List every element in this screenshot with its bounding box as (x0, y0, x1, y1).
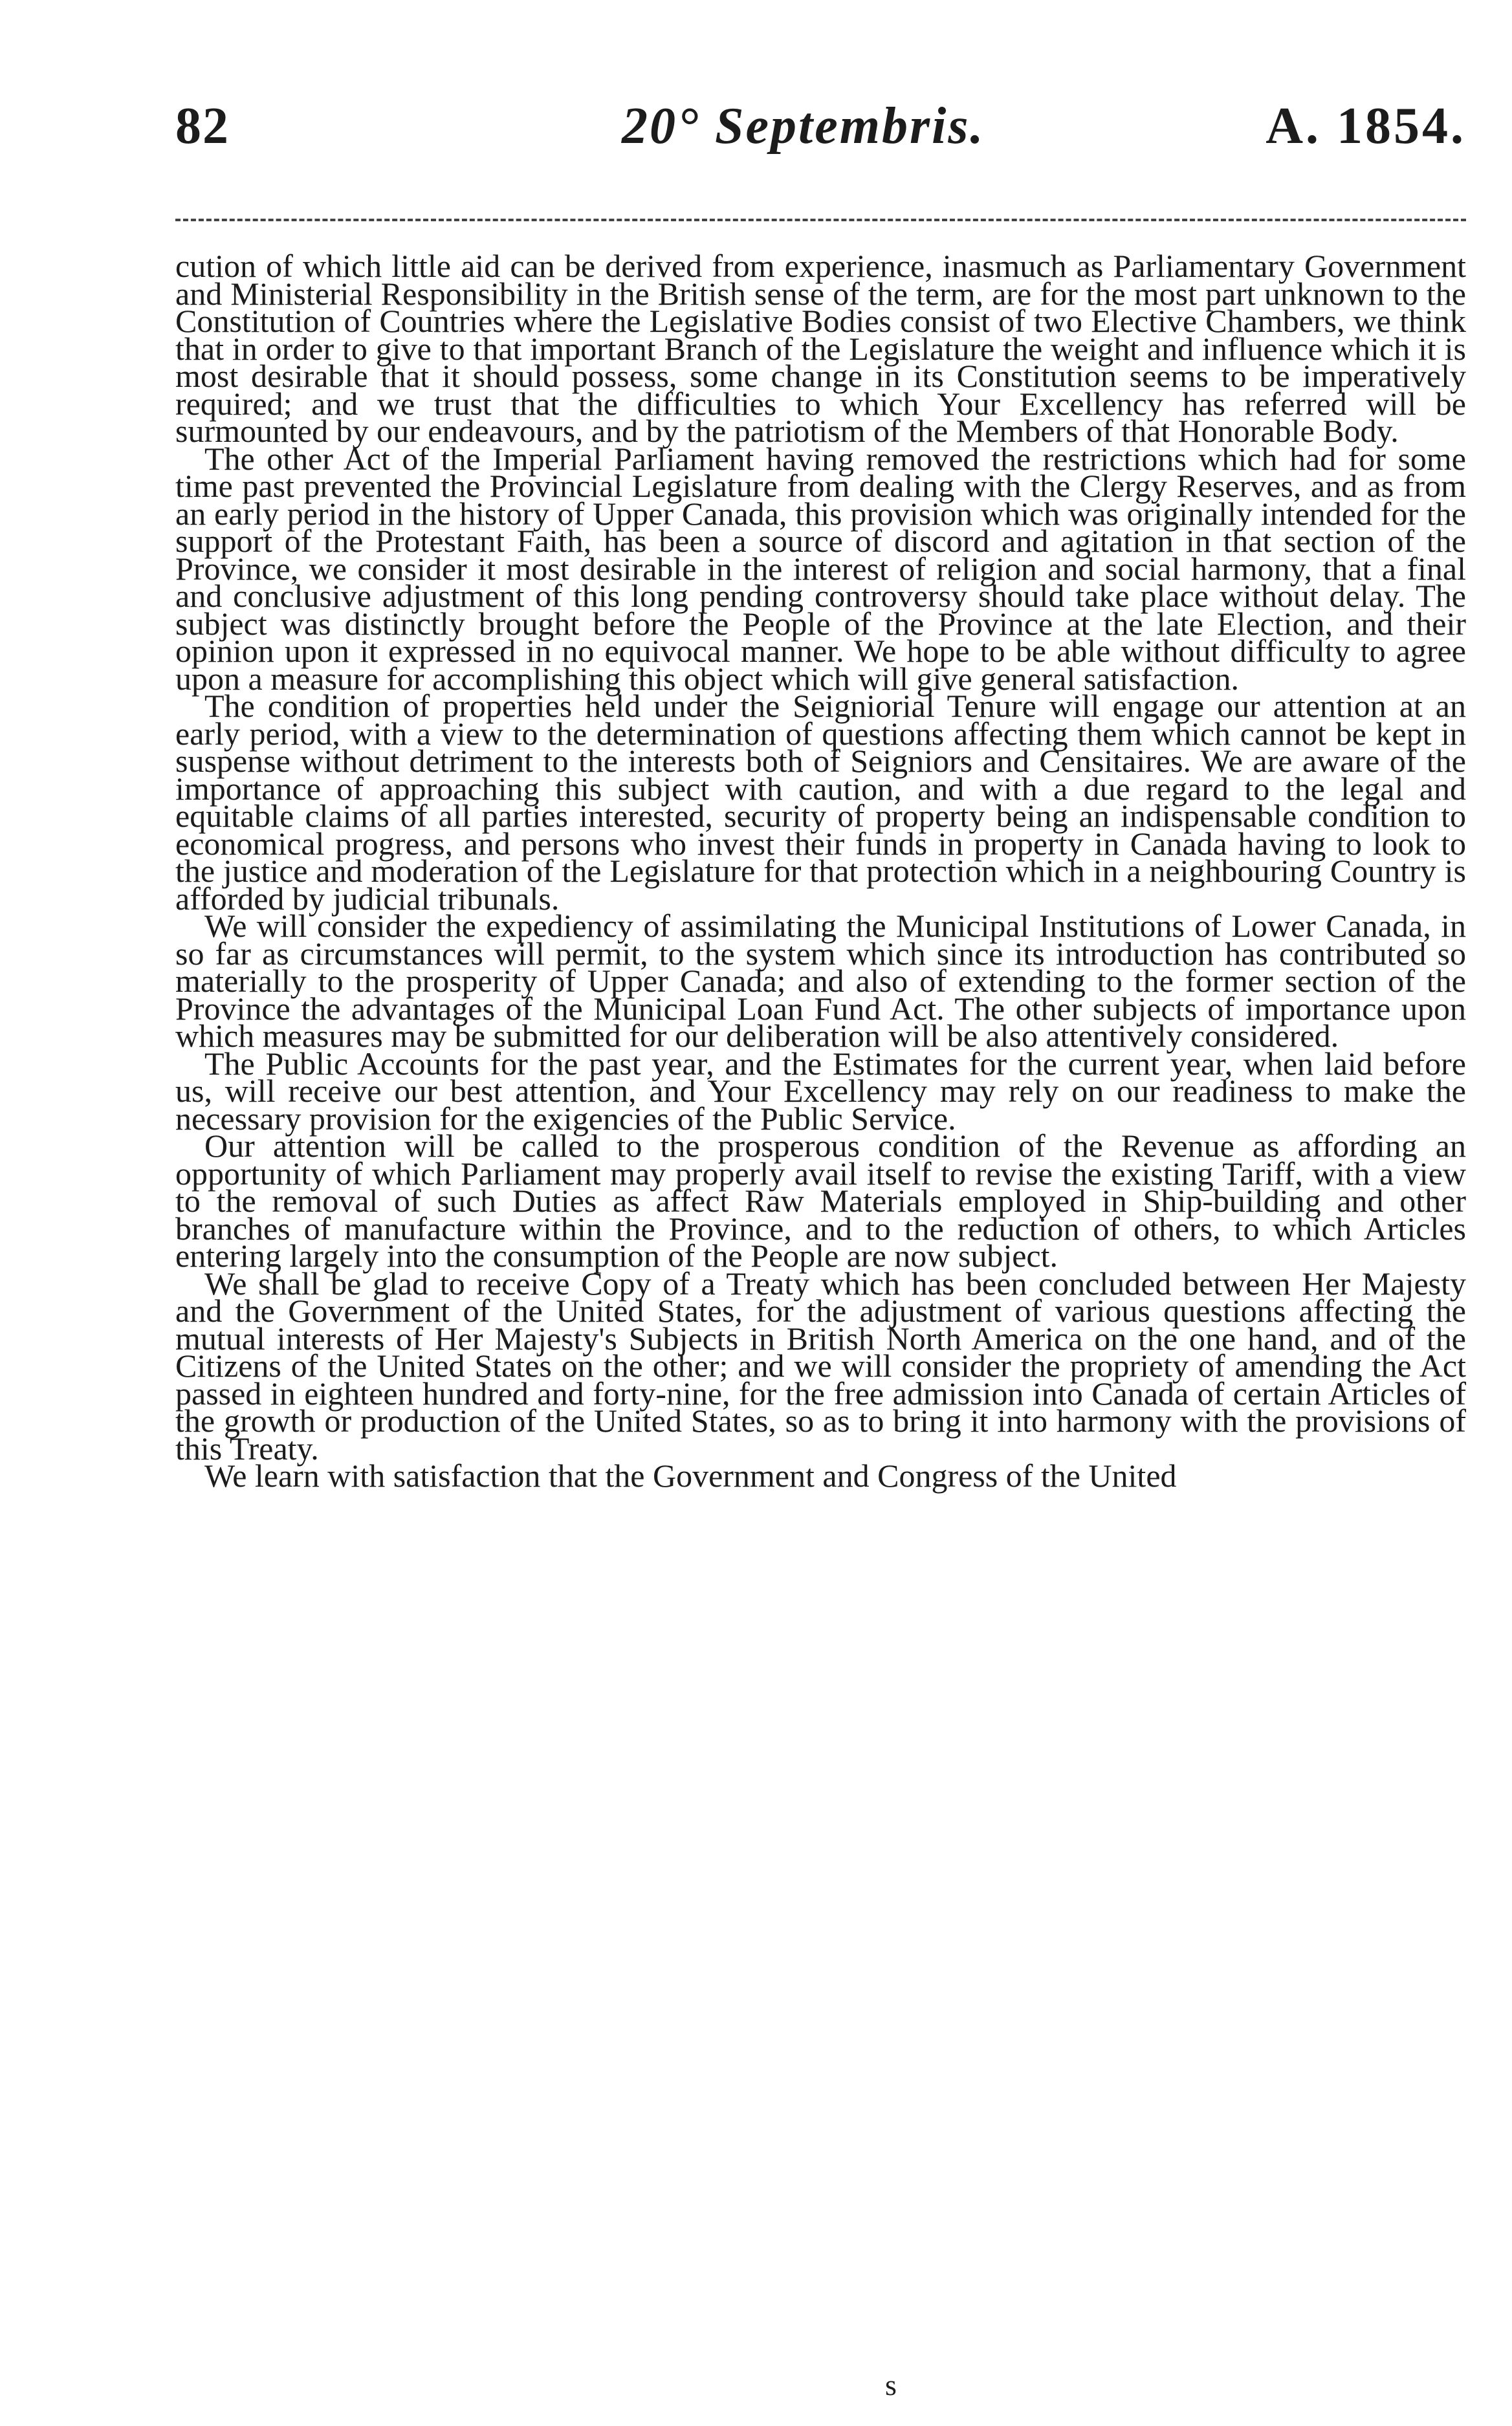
paragraph-municipal-institutions: We will consider the expediency of assimilating the Municipal Institutions of Lower Canada, in so far as circumstances will permit, to the system which since its introduction has contributed so materially to the prosperity of Upper Canada; and also of extending to the former section of the Province the advantages of the Municipal Loan Fund Act. The other subjects of importance upon which measures may be submitted for our deliberation will be also attentively considered. (175, 908, 1466, 1054)
paragraph-revenue-tariff: Our attention will be called to the prosperous condition of the Revenue as affording an opportunity of which Parliament may properly avail itself to revise the existing Tariff, with a view to the removal of such Duties as affect Raw Materials employed in Ship-building and other branches of manufacture within the Province, and to the reduction of others, to which Articles entering largely into the consumption of the People are now subject. (175, 1128, 1466, 1274)
body-text (175, 248, 1466, 1494)
paragraph-congress: We learn with satisfaction that the Government and Congress of the United (204, 1458, 1177, 1494)
page-number: 82 (175, 98, 230, 155)
paragraph-continuation: cution of which little aid can be derived from experience, inasmuch as Parliamentary Government and Ministerial Responsibility in the British sense of the term, are for the most part unknown to the Constitution of Countries where the Legislative Bodies consist of two Elective Chambers, we think that in order to give to that important Branch of the Legislature the weight and influence which it is most desirable that it should possess, some change in its Constitution seems to be imperatively required; and we trust that the difficulties to which Your Excellency has referred will be surmounted by our endeavours, and by the patriotism of the Members of that Honorable Body. (175, 248, 1466, 449)
paragraph-clergy-reserves: The other Act of the Imperial Parliament having removed the restrictions which had for some time past prevented the Provincial Legislature from dealing with the Clergy Reserves, and as from an early period in the history of Upper Canada, this provision which was originally intended for the support of the Protestant Faith, has been a source of discord and agitation in that section of the Province, we consider it most desirable in the interest of religion and social harmony, that a final and conclusive adjustment of this long pending controversy should take place without delay. The subject was distinctly brought before the People of the Province at the late Election, and their opinion upon it expressed in no equivocal manner. We hope to be able without difficulty to agree upon a measure for accomplishing this object which will give general satisfaction. (175, 440, 1466, 697)
paragraph-seigniorial-tenure: The condition of properties held under the Seigniorial Tenure will engage our attention at an early period, with a view to the determination of questions affecting them which cannot be kept in suspense without detriment to the interests both of Seigniors and Censitaires. We are aware of the importance of approaching this subject with caution, and with a due regard to the legal and equitable claims of all parties interested, security of property being an indispensable condition to economical progress, and persons who invest their funds in property in Canada having to look to the justice and moderation of the Legislature for that protection which in a neighbouring Country is afforded by judicial tribunals. (175, 688, 1466, 917)
page-header (175, 97, 1466, 175)
paragraph-public-accounts: The Public Accounts for the past year, and the Estimates for the current year, when laid before us, will receive our best attention, and Your Excellency may rely on our readiness to make the necessary provision for the exigencies of the Public Service. (175, 1045, 1466, 1137)
header-date: 20° Septembris. (622, 98, 985, 155)
signature-mark: s (885, 2368, 897, 2401)
header-rule (175, 219, 1466, 221)
paragraph-treaty: We shall be glad to receive Copy of a Treaty which has been concluded between Her Majesty and the Government of the United States, for the adjustment of various questions affecting the mutual interests of Her Majesty's Subjects in British North America on the one hand, and of the Citizens of the United States on the other; and we will consider the propriety of amending the Act passed in eighteen hundred and forty-nine, for the free admission into Canada of certain Articles of the growth or production of the United States, so as to bring it into harmony with the provisions of this Treaty. (175, 1265, 1466, 1467)
header-year: A. 1854. (1265, 98, 1466, 155)
